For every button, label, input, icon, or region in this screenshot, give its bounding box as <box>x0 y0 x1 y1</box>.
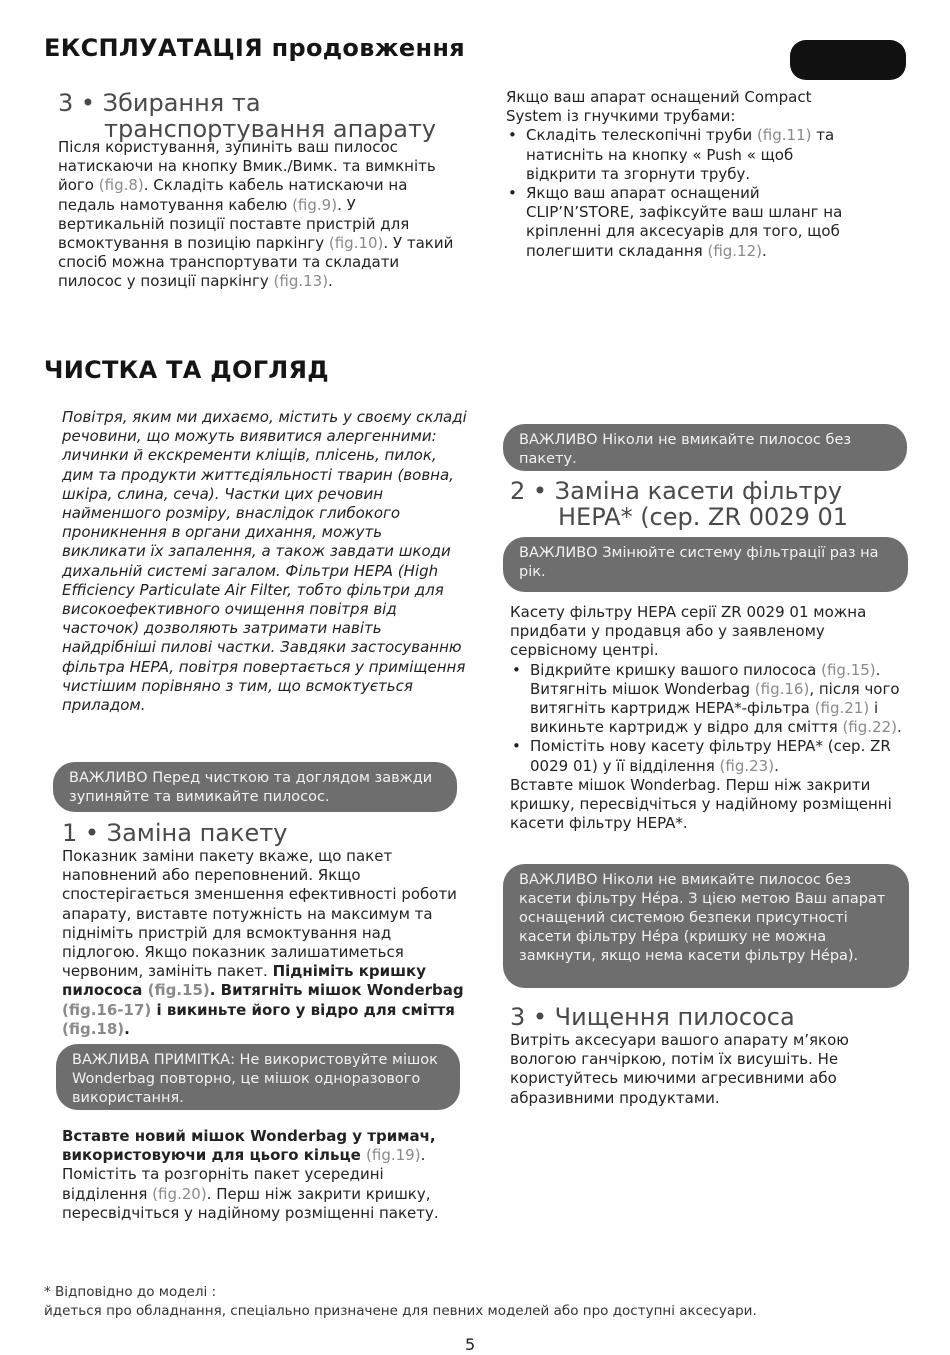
figure-ref: (fig.18) <box>62 1019 125 1038</box>
figure-ref: (fig.9) <box>292 195 338 214</box>
figure-ref: (fig.8) <box>98 176 144 195</box>
figure-ref: (fig.16) <box>754 679 810 698</box>
hepa-paragraph-2: Вставте мішок Wonderbag. Перш ніж закрити кришку, пересвідчіться у надійному розміщенні касети фільтру HEPA*. <box>510 775 892 833</box>
text: . Складіть кабель натискаючи на педаль намотування кабелю <box>58 176 408 214</box>
figure-ref: (fig.22) <box>842 718 897 737</box>
note-stop-before-cleaning: ВАЖЛИВО Перед чисткою та доглядом завжди зупиняйте та вимикайте пилосос. <box>53 762 457 812</box>
list-item <box>506 184 866 261</box>
text: Після користування, зупиніть ваш пилосос натискаючи на кнопку Вмик./Вимк. та вимкніть його <box>58 138 436 195</box>
text: Якщо ваш апарат оснащений CLIP’N’STORE, зафіксуйте ваш шланг на кріпленні для аксесуарів для того, щоб полегшити складання <box>526 184 843 260</box>
section-heading-hepa <box>510 478 910 530</box>
hepa-block <box>510 603 908 833</box>
text-bold: . <box>124 1019 130 1038</box>
section-title-cleaning: ЧИСТКА ТА ДОГЛЯД <box>44 356 329 384</box>
hepa-list <box>510 661 908 776</box>
figure-ref: (fig.19) <box>366 1146 421 1165</box>
figure-ref: (fig.12) <box>707 241 762 260</box>
page-title: ЕКСПЛУАТАЦІЯ продовження <box>44 34 465 62</box>
figure-ref: (fig.15) <box>147 981 210 1000</box>
note-hepa-safety: ВАЖЛИВО Ніколи не вмикайте пилосос без касети фільтру Нéра. З цією метою Ваш апарат оснащений системою безпеки присутності касети фільтру Нéра (кришку не можна замкнути, якщо нема касети фільтру Нéра). <box>503 864 909 988</box>
text: . Перш ніж закрити кришку, пересвідчіться у надійному розміщенні пакету. <box>62 1184 439 1222</box>
figure-ref: (fig.15) <box>821 660 876 679</box>
note-no-bag: ВАЖЛИВО Ніколи не вмикайте пилосос без пакету. <box>503 424 907 471</box>
figure-ref: (fig.16-17) <box>62 1000 152 1019</box>
text: Помістіть нову касету фільтру HEPA* (сер. ZR 0029 01) у її відділення <box>530 737 891 775</box>
figure-ref: (fig.21) <box>814 699 870 718</box>
footnote-1: * Відповідно до моделі : <box>44 1284 217 1300</box>
bag-paragraph-2 <box>62 1127 466 1223</box>
section-heading-wash: 3 • Чищення пилососа <box>510 1003 795 1031</box>
heading-line: HEPA* (сер. ZR 0029 01 <box>558 503 849 531</box>
text: . <box>774 756 779 775</box>
text: . <box>328 272 333 291</box>
transport-paragraph <box>58 138 460 292</box>
section-heading-transport <box>58 90 478 142</box>
text-bold: Підніміть кришку пилососа <box>62 962 427 1000</box>
list-item <box>510 737 908 775</box>
figure-ref: (fig.11) <box>756 126 812 145</box>
text-bold: . Витягніть мішок Wonderbag <box>209 981 464 1000</box>
compact-system-block <box>506 88 866 261</box>
figure-ref: (fig.23) <box>719 756 775 775</box>
heading-line: транспортування апарату <box>104 115 437 143</box>
text: Складіть телескопічні труби <box>526 126 757 145</box>
figure-ref: (fig.10) <box>328 234 384 253</box>
figure-ref: (fig.20) <box>152 1184 207 1203</box>
note-single-use-bag: ВАЖЛИВА ПРИМІТКА: Не використовуйте мішок Wonderbag повторно, це мішок одноразового використання. <box>56 1044 460 1110</box>
text: . У вертикальній позиції поставте пристрій для всмоктування в позицію паркінгу <box>58 195 410 253</box>
bag-paragraph-1 <box>62 847 464 1039</box>
list-item <box>510 661 908 738</box>
language-tab <box>790 40 906 80</box>
figure-ref: (fig.13) <box>273 272 329 291</box>
list-item <box>506 126 866 184</box>
text: , після чого витягніть картридж HEPA*-фільтра <box>530 679 900 718</box>
text: . <box>896 718 902 737</box>
page-number: 5 <box>465 1335 476 1354</box>
text-bold: Вставте новий мішок Wonderbag у тримач, використовуючи для цього кільце <box>62 1127 436 1165</box>
text-bold: і викиньте його у відро для сміття <box>151 1000 455 1019</box>
compact-intro: Якщо ваш апарат оснащений Compact System із гнучкими трубами: <box>506 88 812 126</box>
note-yearly-filter: ВАЖЛИВО Змінюйте систему фільтрації раз на рік. <box>503 537 908 592</box>
wash-paragraph: Витріть аксесуари вашого апарату м’якою вологою ганчіркою, потім їх висушіть. Не користуйтесь миючими агресивними або абразивними продуктами. <box>510 1031 849 1107</box>
footnote-2: йдеться про обладнання, спеціально призначене для певних моделей або про доступні аксесуари. <box>44 1303 757 1319</box>
text: . У такий спосіб можна транспортувати та складати пилосос у позиції паркінгу <box>58 234 454 291</box>
text: . Помістіть та розгорніть пакет усередині відділення <box>62 1146 426 1203</box>
section-heading-bag: 1 • Заміна пакету <box>62 819 288 847</box>
compact-list <box>506 126 866 260</box>
text: та натисніть на кнопку « Push « щоб відкрити та згорнути трубу. <box>526 126 835 183</box>
text: і викиньте картридж у відро для сміття <box>530 699 879 737</box>
text: Відкрийте кришку вашого пилососа <box>530 660 822 679</box>
hepa-paragraph-1: Касету фільтру HEPA серії ZR 0029 01 можна придбати у продавця або у заявленому сервісному центрі. <box>510 603 867 660</box>
cleaning-intro: Повітря, яким ми дихаємо, містить у своєму складі речовини, що можуть виявитися алергенними: личинки й екскременти кліщів, плісень, пилок, дим та продукти життєдіяльності тварин (вовна, шкіра, слина, сеча). Частки цих речовин найменшого розміру, внаслідок глибокого проникнення в органи дихання, можуть викликати їх запалення, а також завдати шкоди дихальній системі загалом. Фільтри HEPA (High Efficiency Particulate Air Filter, тобто фільтри для високоефективного очищення повітря від часточок) дозволяють затримати навіть найдрібніші пилові частки. Завдяки застосуванню фільтра HEPA, повітря повертається у приміщення чистішим порівняно з тим, що всмоктується приладом. <box>62 408 467 715</box>
text: . Витягніть мішок Wonderbag <box>530 660 881 698</box>
text: Показник заміни пакету вкаже, що пакет наповнений або переповнений. Якщо спостерігається зменшення ефективності роботи апарату, виставте потужність на максимум та підніміть пристрій для всмоктування над підлогою. Якщо показник залишатиметься червоним, замініть пакет. <box>62 847 457 981</box>
heading-line: 2 • Заміна касети фільтру <box>510 477 843 505</box>
text: . <box>762 241 767 260</box>
heading-line: 3 • Збирання та <box>58 89 261 117</box>
